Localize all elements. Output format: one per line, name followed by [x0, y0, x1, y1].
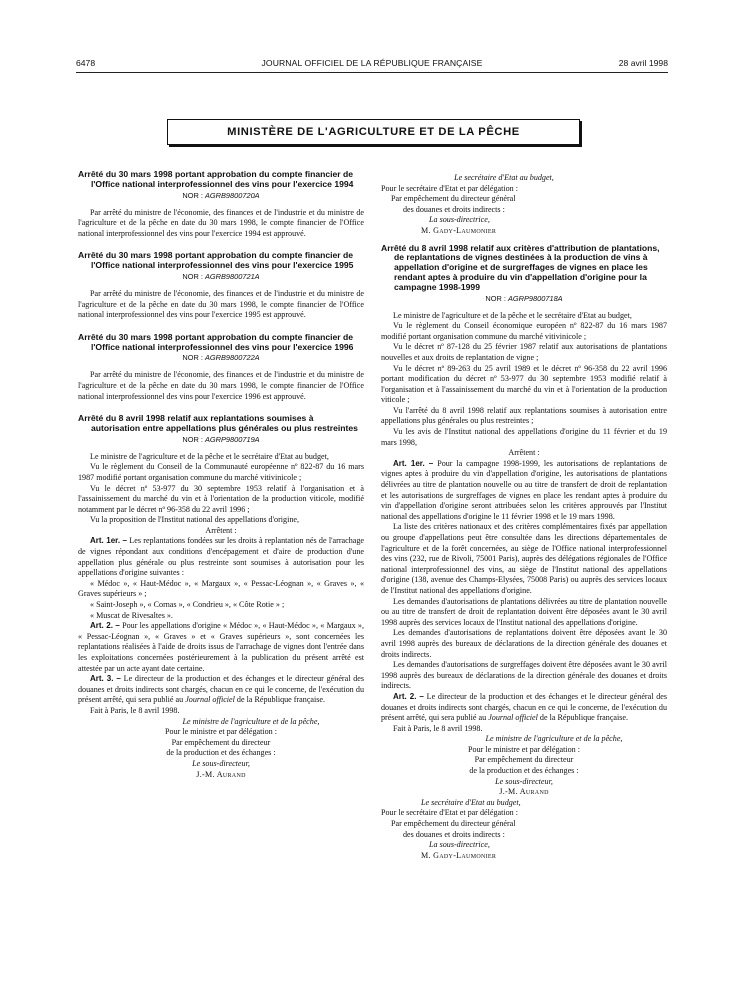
paragraph: Le ministre de l'agriculture et de la pêche et le secrétaire d'Etat au budget, [90, 451, 329, 461]
signature-line: Le ministre de l'agriculture et de la pêche, [485, 734, 623, 744]
done-at: Fait à Paris, le 8 avril 1998. [393, 723, 483, 733]
paragraph: Vu le règlement du Conseil économique européen nº 822-87 du 16 mars 1987 modifié portant organisation commune du marché vitivinicole ; [381, 321, 667, 341]
signature-line: Pour le secrétaire d'Etat et par délégation : [381, 183, 518, 193]
signature-line: Par empêchement du directeur [474, 755, 574, 765]
right-column [381, 173, 667, 861]
list-item: « Saint-Joseph », « Cornas », « Condrieu », « Côte Rotie » ; [90, 600, 285, 610]
signature-line: Pour le secrétaire d'Etat et par délégation : [381, 808, 518, 818]
journal-title: JOURNAL OFFICIEL DE LA RÉPUBLIQUE FRANÇAISE [261, 58, 483, 68]
nor-reference: NOR : AGRB9800720A [182, 190, 260, 200]
paragraph: Vu le décret nº 89-263 du 25 avril 1989 et le décret nº 96-358 du 22 avril 1996 portant modification du décret nº 53-977 du 30 septembre 1953 modifié relatif à l'organisation et à l'assainissement du marché du vin et à l'orientation de la production viticole ; [381, 363, 667, 405]
signature-line: de la production et des échanges : [166, 748, 276, 758]
signature-line: Le sous-directeur, [495, 776, 553, 786]
signature-line: Par empêchement du directeur [171, 737, 271, 747]
signature-line: Pour le ministre et par délégation : [468, 744, 580, 754]
signatory-name: J.-M. Aurand [499, 787, 549, 797]
signature-line: La sous-directrice, [429, 840, 490, 850]
issue-date: 28 avril 1998 [618, 58, 668, 68]
page-number: 6478 [76, 58, 96, 68]
signatory-name: M. Gady-Laumonier [421, 225, 497, 235]
signatory-name: M. Gady-Laumonier [421, 850, 497, 860]
signature-line: Par empêchement du directeur général [391, 194, 516, 204]
signature-line: Le ministre de l'agriculture et de la pêche, [182, 716, 320, 726]
article-1: Art. 1er. – Les replantations fondées sur les droits à replantation nés de l'arrachage de vignes répondant aux conditions d'encépagement et d'aire de production d'une appellation plus générale ou plus restreinte sont soumises à autorisation pour les appellations d'origine suivantes : [78, 536, 364, 578]
signature-line: La sous-directrice, [429, 215, 490, 225]
arretent: Arrêtent : [205, 525, 237, 535]
nor-reference: NOR : AGRB9800721A [182, 271, 260, 281]
decree-body: Par arrêté du ministre de l'économie, des finances et de l'industrie et du ministre de l'agriculture et de la pêche en date du 30 mars 1998, le compte financier de l'Office national interprofessionnel des vins pour l'exercice 1996 est approuvé. [78, 370, 364, 401]
signature-line: Le sous-directeur, [192, 758, 250, 768]
list-item: « Muscat de Rivesaltes ». [90, 610, 173, 620]
signature-line: des douanes et droits indirects : [403, 829, 505, 839]
done-at: Fait à Paris, le 8 avril 1998. [90, 705, 180, 715]
decree-title: Arrêté du 30 mars 1998 portant approbation du compte financier de l'Office national interprofessionnel des vins pour l'exercice 1995 [78, 250, 354, 271]
article-2: Art. 2. – Pour les appellations d'origine « Médoc », « Haut-Médoc », « Margaux », « Pessac-Léognan », « Graves » et « Graves supérieurs », sont concernées les replantations réalisées à l'aide de droits issus de l'arrachage de vignes dont l'entrée dans les exploitations concernées postérieurement à la publication du présent arrêté est attestée par un acte ayant date certaine. [78, 621, 365, 673]
page-header [76, 58, 668, 70]
signature-line: de la production et des échanges : [469, 766, 579, 776]
header-rule [76, 72, 668, 73]
decree-title: Arrêté du 30 mars 1998 portant approbation du compte financier de l'Office national interprofessionnel des vins pour l'exercice 1994 [78, 169, 354, 189]
paragraph: Vu la proposition de l'Institut national des appellations d'origine, [90, 515, 300, 525]
decree-title: Arrêté du 8 avril 1998 relatif aux replantations soumises à autorisation entre appellations plus générales ou plus restreintes [78, 413, 358, 433]
list-item: « Médoc », « Haut-Médoc », « Margaux », « Pessac-Léognan », « Graves », « Graves supérieurs » ; [78, 578, 364, 599]
paragraph: Les demandes d'autorisations de surgreffages doivent être déposées avant le 30 avril 1998 auprès des bureaux de déclarations de la direction générale des douanes et droits indirects. [381, 660, 667, 691]
paragraph: Vu les avis de l'Institut national des appellations d'origine du 11 février et du 19 mars 1998, [381, 427, 667, 447]
nor-reference: NOR : AGRP9800718A [485, 293, 563, 303]
decree-title: Arrêté du 30 mars 1998 portant approbation du compte financier de l'Office national interprofessionnel des vins pour l'exercice 1996 [78, 331, 354, 352]
paragraph: Vu le décret nº 53-977 du 30 septembre 1953 relatif à l'organisation et à l'assainissement du marché du vin et à l'orientation de la production viticole, modifié notamment par le décret nº 96-358 du 22 avril 1996 ; [78, 483, 364, 514]
signature-line: Par empêchement du directeur général [391, 819, 516, 829]
paragraph: Les demandes d'autorisations de replantations doivent être déposées avant le 30 avril 1998 auprès des bureaux de déclarations de la direction générale des douanes et droits indirects. [381, 628, 667, 659]
arretent: Arrêtent : [508, 448, 540, 458]
nor-reference: NOR : AGRP9800719A [182, 434, 260, 444]
decree-title: Arrêté du 8 avril 1998 relatif aux critères d'attribution de plantations, de replantations de vignes destinées à la production de vins à appellation d'origine et de surgreffages de vignes en place les rendant aptes à produire du vin d'appellation d'origine pour la campagne 1998-1999 [381, 242, 660, 292]
article-2: Art. 2. – Le directeur de la production et des échanges et le directeur général des douanes et droits indirects sont chargés, chacun en ce qui le concerne, de l'exécution du présent arrêté, qui sera publié au Journal officiel de la République française. [381, 691, 668, 723]
paragraph: La liste des critères nationaux et des critères complémentaires fixés par appellation ou groupe d'appellations peut être consultée dans les directions départementales de l'agriculture et de la forêt concernées, au siège de l'Office national interprofessionnel des vins (232, rue de Rivoli, 75001 Paris), auprès des délégations régionales de l'Office national interprofessionnel des vins, au siège de l'Institut national des appellations d'origine (138, avenue des Champs-Elysées, 75008 Paris) ou auprès des services locaux de l'Institut national des appellations d'origine. [381, 522, 667, 595]
decree-body: Par arrêté du ministre de l'économie, des finances et de l'industrie et du ministre de l'agriculture et de la pêche en date du 30 mars 1998, le compte financier de l'Office national interprofessionnel des vins pour l'exercice 1994 est approuvé. [78, 207, 364, 238]
signature-line: des douanes et droits indirects : [403, 204, 505, 214]
signatory-name: J.-M. Aurand [196, 769, 246, 779]
signature-line: Le secrétaire d'Etat au budget, [454, 173, 554, 182]
article-3: Art. 3. – Le directeur de la production et des échanges et le directeur général des douanes et droits indirects sont chargés, chacun en ce qui le concerne, de l'exécution du présent arrêté, qui sera publié au Journal officiel de la République française. [78, 674, 365, 705]
signature-line: Le secrétaire d'Etat au budget, [421, 797, 521, 807]
paragraph: Vu l'arrêté du 8 avril 1998 relatif aux replantations soumises à autorisation entre appellations plus générales ou plus restreintes ; [381, 405, 667, 426]
ministry-heading: MINISTÈRE DE L'AGRICULTURE ET DE LA PÊCHE [167, 119, 580, 145]
left-column [78, 170, 364, 780]
signature-line: Pour le ministre et par délégation : [165, 727, 277, 737]
paragraph: Vu le décret nº 87-128 du 25 février 1987 relatif aux autorisations de plantations nouvelles et aux droits de replantation de vigne ; [381, 342, 667, 362]
paragraph: Les demandes d'autorisations de plantations délivrées au titre de plantation nouvelle ou au titre de transfert de droit de replantation doivent être déposées avant le 30 avril 1998 auprès des services locaux de l'Institut national des appellations d'origine. [381, 596, 667, 627]
decree-body: Par arrêté du ministre de l'économie, des finances et de l'industrie et du ministre de l'agriculture et de la pêche en date du 30 mars 1998, le compte financier de l'Office national interprofessionnel des vins pour l'exercice 1995 est approuvé. [78, 288, 364, 320]
paragraph: Le ministre de l'agriculture et de la pêche et le secrétaire d'Etat au budget, [393, 310, 632, 320]
article-1: Art. 1er. – Pour la campagne 1998-1999, les autorisations de replantations de vignes aptes à produire du vin d'appellation d'origine, les autorisations de plantations délivrées au titre de plantation nouvelle ou au titre de transfert de droit de replantation et les autorisations de surgreffages de vignes en place les rendant aptes à produire du vin d'appellation d'origine seront attribuées selon les critères approuvés par l'Institut national des appellations d'origine le 11 février 1998 et le 19 mars 1998. [381, 458, 668, 521]
paragraph: Vu le règlement du Conseil de la Communauté européenne nº 822-87 du 16 mars 1987 modifié portant organisation commune du marché vitivinicole ; [78, 462, 364, 482]
nor-reference: NOR : AGRB9800722A [182, 353, 260, 363]
